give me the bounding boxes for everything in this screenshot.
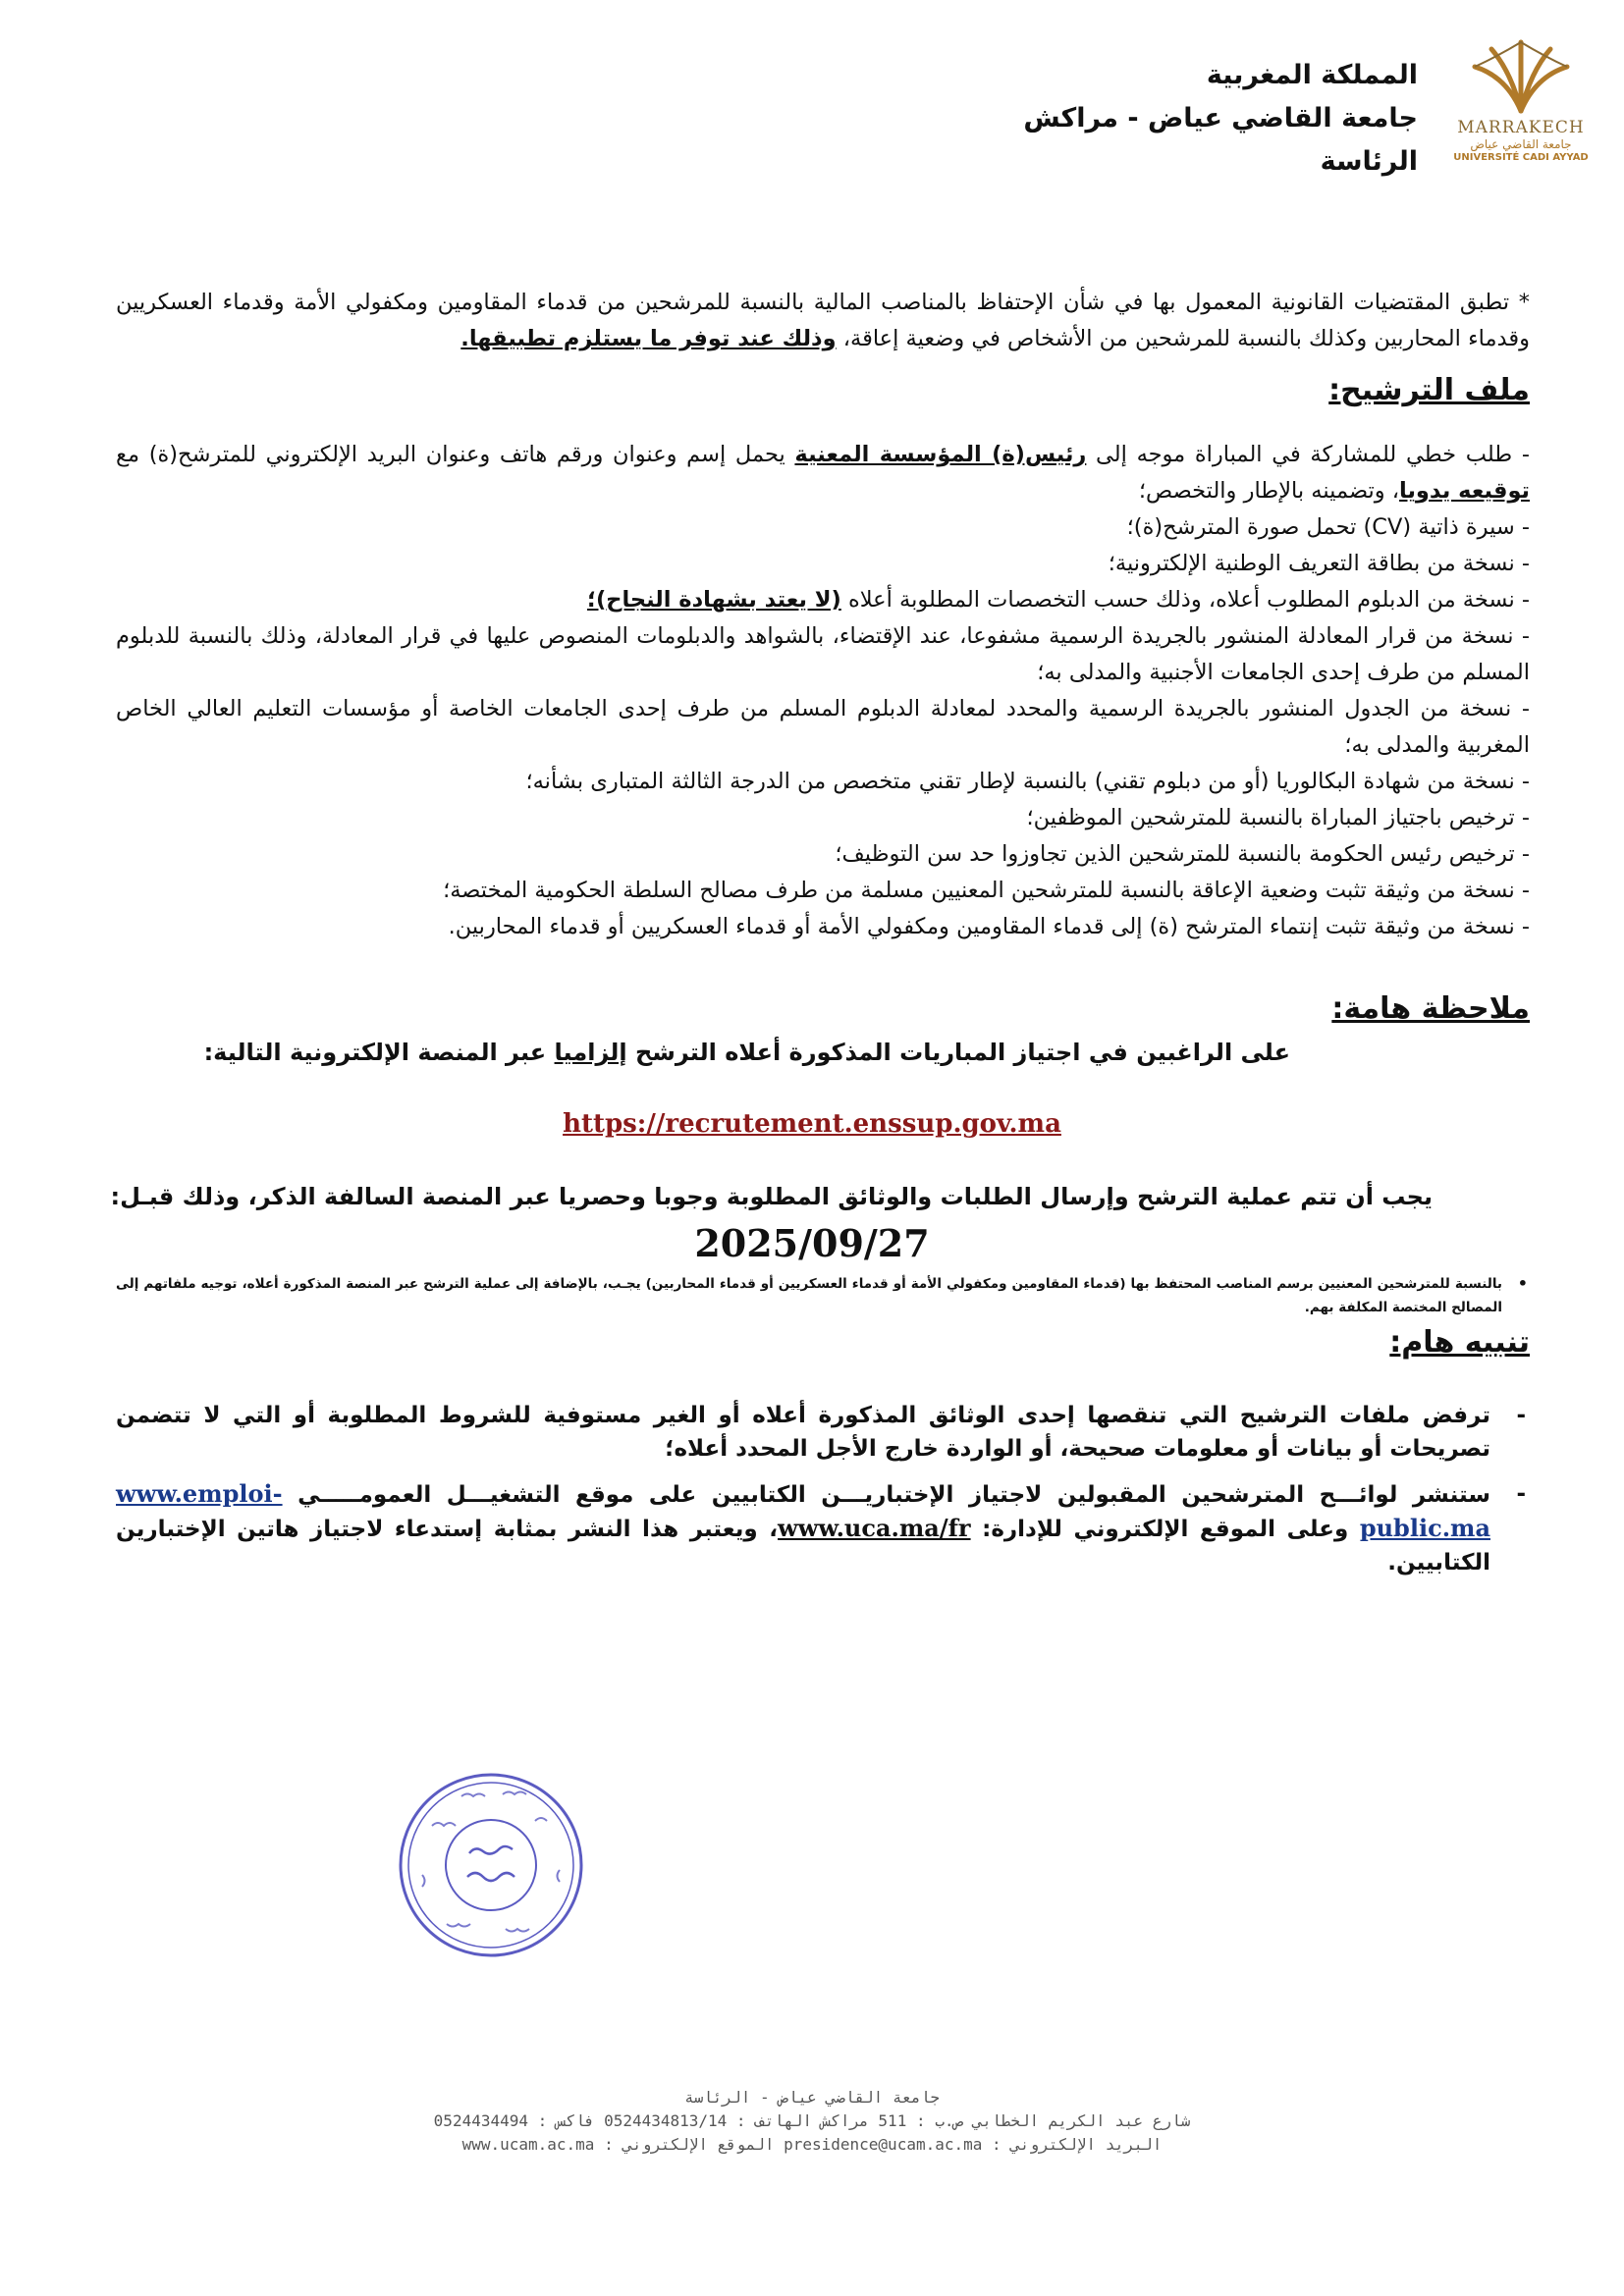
header-presidency: الرئاسة	[1320, 146, 1418, 177]
note-heading: ملاحظة هامة:	[1331, 991, 1530, 1026]
required-documents-list	[116, 437, 1530, 945]
warning-item	[116, 1477, 1530, 1579]
list-item: - نسخة من قرار المعادلة المنشور بالجريدة الرسمية مشفوعا، عند الإقتضاء، بالشواهد والدبلومات المنصوص عليها في قرار المعادلة، وذلك بالنسبة للدبلوم المسلم من طرف إحدى الجامعات الأجنبية والمدلى به؛	[116, 623, 1530, 685]
note-instruction	[204, 1039, 1290, 1066]
list-item: - نسخة من شهادة البكالوريا (أو من دبلوم تقني) بالنسبة لإطار تقني متخصص من الدرجة الثالثة المتبارى بشأنه؛	[525, 769, 1530, 794]
warning-item2-text-b: وعلى الموقع الإلكتروني للإدارة:	[982, 1517, 1349, 1542]
uca-website-link[interactable]: www.uca.ma/fr	[778, 1514, 971, 1542]
intro-text: * تطبق المقتضيات القانونية المعمول بها في شأن الإحتفاظ بالمناصب المالية بالنسبة للمرشحين من قدماء المقاومين ومكفولي الأمة وقدماء العسكريين وقدماء المحاربين وكذلك بالنسبة للمرشحين من الأشخاص في وضعية إعاقة،	[116, 290, 1530, 351]
note-text-c: عبر المنصة الإلكترونية التالية:	[203, 1039, 547, 1066]
header-kingdom: المملكة المغربية	[1206, 60, 1418, 90]
reserved-posts-note-text: بالنسبة للمترشحين المعنيين برسم المناصب المحتفظ بها (قدماء المقاومين ومكفولي الأمة أو قدماء العسكريين أو قدماء المحاربين) يجـب، بالإضافة إلى عملية الترشح عبر المنصة المذكورة أعلاه، توجيه ملفاتهم إلى المصالح المختصة المكلفة بهم.	[116, 1276, 1502, 1315]
list-item: - نسخة من وثيقة تثبت إنتماء المترشح (ة) إلى قدماء المقاومين ومكفولي الأمة أو قدماء العسكريين أو قدماء المحاربين.	[448, 914, 1530, 939]
list-item: - نسخة من الجدول المنشور بالجريدة الرسمية والمحدد لمعادلة الدبلوم المسلم من طرف إحدى الجامعات الخاصة أو مؤسسات التعليم العالي الخاص المغربية والمدلى به؛	[116, 696, 1530, 758]
list-item: - سيرة ذاتية (CV) تحمل صورة المترشح(ة)؛	[1126, 514, 1530, 540]
dash-bullet: -	[1516, 1403, 1526, 1428]
deadline-date: 2025/09/27	[694, 1221, 930, 1265]
item1-emphasis-recipient: رئيس(ة) المؤسسة المعنية	[794, 442, 1087, 467]
item4-text: - نسخة من الدبلوم المطلوب أعلاه، وذلك حسب التخصصات المطلوبة أعلاه	[847, 587, 1530, 613]
reserved-posts-note	[116, 1272, 1530, 1319]
warning-heading: تنبيه هام:	[1389, 1325, 1530, 1360]
list-item: - نسخة من وثيقة تثبت وضعية الإعاقة بالنسبة للمترشحين المعنيين مسلمة من طرف مصالح السلطة الحكومية المختصة؛	[443, 878, 1530, 903]
item4-emphasis: (لا يعتد بشهادة النجاح)؛	[586, 587, 841, 613]
list-item: - نسخة من بطاقة التعريف الوطنية الإلكترونية؛	[1108, 551, 1530, 576]
palm-logo-icon	[1467, 37, 1575, 116]
list-item: - ترخيص باجتياز المباراة بالنسبة للمترشحين الموظفين؛	[1026, 805, 1530, 830]
warning-item2-text-a: ستنشر لوائـــح المترشحين المقبولين لاجتياز الإختباريـــن الكتابيين على موقع التشغيـــل العمومـــــي	[298, 1482, 1490, 1508]
note-text-a: على الراغبين في اجتياز المباريات المذكورة أعلاه الترشح	[634, 1039, 1290, 1066]
intro-paragraph	[116, 285, 1530, 357]
presidency-stamp	[393, 1767, 589, 1963]
footer-address: شارع عبد الكريم الخطابي ص.ب : 511 مراكش الهاتف : 0524434813/14 فاكس : 0524434494	[433, 2111, 1191, 2130]
logo-arabic-name: جامعة القاضي عياض	[1470, 137, 1572, 151]
list-item: - ترخيص رئيس الحكومة بالنسبة للمترشحين الذين تجاوزوا حد سن التوظيف؛	[835, 841, 1530, 867]
warning-item2-text-c: ، ويعتبر هذا النشر بمثابة إستدعاء لاجتياز هاتين الإختبارين الكتابيين.	[116, 1517, 1490, 1575]
recruitment-platform-link[interactable]: https://recrutement.enssup.gov.ma	[563, 1109, 1061, 1139]
dossier-heading: ملف الترشيح:	[1328, 373, 1530, 407]
dash-bullet: -	[1516, 1481, 1526, 1507]
university-logo	[1447, 37, 1595, 194]
item1-text-e: ، وتضمينه بالإطار والتخصص؛	[1138, 478, 1400, 504]
header-university: جامعة القاضي عياض - مراكش	[1023, 103, 1418, 133]
emploi-public-link[interactable]: www.emploi-public.ma	[116, 1479, 1490, 1542]
deadline-text: يجب أن تتم عملية الترشح وإرسال الطلبات والوثائق المطلوبة وجوبا وحصريا عبر المنصة السالفة الذكر، وذلك قبـل:	[110, 1183, 1433, 1210]
warning-item	[116, 1399, 1530, 1466]
item1-emphasis-signature: توقيعه يدويا	[1399, 478, 1530, 504]
logo-wordmark: MARRAKECH	[1457, 118, 1585, 137]
list-item	[116, 582, 1530, 618]
logo-french-name: UNIVERSITÉ CADI AYYAD	[1453, 152, 1589, 163]
item1-text-a: - طلب خطي للمشاركة في المباراة موجه إلى	[1096, 442, 1530, 467]
bullet-icon: •	[1517, 1274, 1528, 1293]
item1-text-c: يحمل إسم وعنوان ورقم هاتف وعنوان البريد الإلكتروني للمترشح(ة) مع	[116, 442, 785, 467]
warning-item1-text: ترفض ملفات الترشيح التي تنقصها إحدى الوثائق المذكورة أعلاه أو الغير مستوفية للشروط المطلوبة أو التي لا تتضمن تصريحات أو بيانات أو معلومات صحيحة، أو الواردة خارج الأجل المحدد أعلاه؛	[116, 1403, 1490, 1462]
institution-header	[1023, 54, 1418, 184]
list-item	[116, 437, 1530, 509]
footer-institution: جامعة القاضي عياض - الرئاسة	[683, 2088, 941, 2107]
note-mandatory: إلزاميا	[554, 1039, 627, 1066]
footer-contact: البريد الإلكتروني : presidence@ucam.ac.ma الموقع الإلكتروني : www.ucam.ac.ma	[461, 2135, 1163, 2154]
page-footer	[0, 2086, 1624, 2157]
intro-emphasis: وذلك عند توفر ما يستلزم تطبيقها.	[460, 326, 837, 351]
